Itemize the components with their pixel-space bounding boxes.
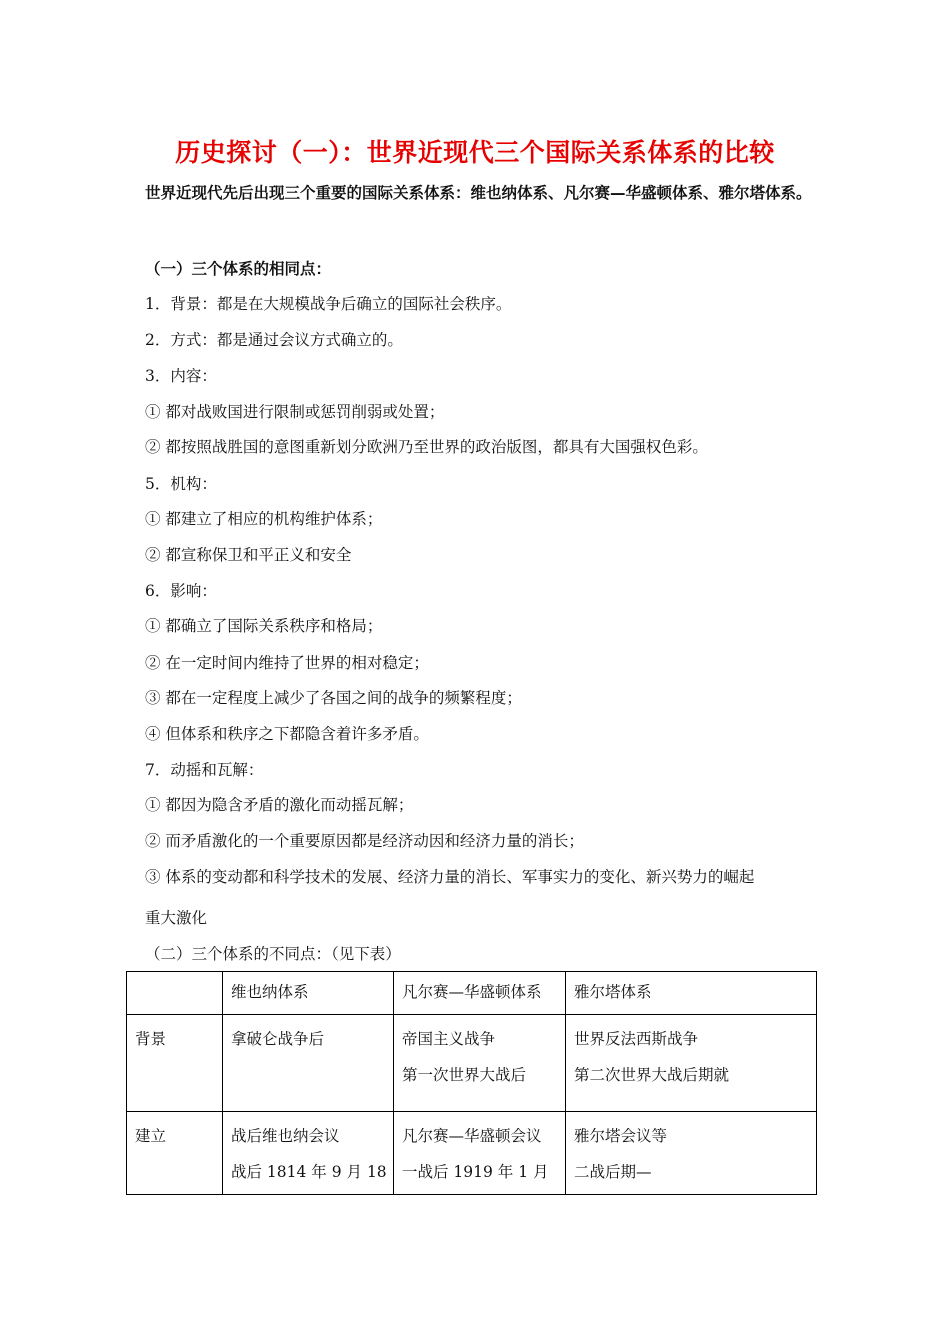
table-cell: [566, 1015, 817, 1112]
table-header-cell: [127, 972, 223, 1015]
cell-line: 帝国主义战争: [402, 1030, 496, 1048]
body-line: 7．动摇和瓦解：: [145, 761, 264, 779]
body-line: ① 都确立了国际关系秩序和格局；: [145, 617, 383, 635]
body-line: ① 都建立了相应的机构维护体系；: [145, 510, 383, 528]
table-row: [127, 1015, 817, 1112]
body-line: 2．方式：都是通过会议方式确立的。: [145, 331, 403, 349]
cell-line: 凡尔赛—华盛顿会议: [402, 1127, 542, 1145]
cell-line: 战后 1814 年 9 月 18: [231, 1163, 387, 1181]
body-line: ② 在一定时间内维持了世界的相对稳定；: [145, 654, 429, 672]
body-line: ③ 都在一定程度上减少了各国之间的战争的频繁程度；: [145, 689, 522, 707]
body-line: ③ 体系的变动都和科学技术的发展、经济力量的消长、军事实力的变化、新兴势力的崛起: [145, 868, 755, 886]
table-cell: [394, 1015, 566, 1112]
cell-line: 第一次世界大战后: [402, 1066, 527, 1084]
table-header-cell: 凡尔赛—华盛顿体系: [394, 972, 566, 1015]
body-line: ② 而矛盾激化的一个重要原因都是经济动因和经济力量的消长；: [145, 832, 584, 850]
body-line: 3．内容：: [145, 367, 217, 385]
body-line: ① 都对战败国进行限制或惩罚削弱或处置；: [145, 403, 445, 421]
body-line: ④ 但体系和秩序之下都隐含着许多矛盾。: [145, 725, 429, 743]
table-row: [127, 1112, 817, 1195]
body-line: 重大激化: [145, 909, 208, 927]
table-header-row: [127, 972, 817, 1015]
body-line: 1．背景：都是在大规模战争后确立的国际社会秩序。: [145, 295, 512, 313]
table-header-cell: 维也纳体系: [223, 972, 394, 1015]
section-heading: （一）三个体系的相同点：: [145, 260, 332, 278]
body-line: ② 都宣称保卫和平正义和安全: [145, 546, 352, 564]
table-cell: [223, 1015, 394, 1112]
cell-line: 第二次世界大战后期就: [574, 1066, 730, 1084]
table-cell: [394, 1112, 566, 1195]
body-line: ② 都按照战胜国的意图重新划分欧洲乃至世界的政治版图，都具有大国强权色彩。: [145, 438, 708, 456]
comparison-table: [126, 971, 817, 1195]
page-title: 历史探讨（一）：世界近现代三个国际关系体系的比较: [175, 138, 775, 167]
cell-line: 一战后 1919 年 1 月: [402, 1163, 549, 1181]
table-header-cell: 雅尔塔体系: [566, 972, 817, 1015]
body-line: 6．影响：: [145, 582, 217, 600]
cell-line: 二战后期—: [574, 1163, 652, 1181]
row-label: 背景: [127, 1015, 223, 1112]
row-label: 建立: [127, 1112, 223, 1195]
cell-line: 战后维也纳会议: [231, 1127, 340, 1145]
table-cell: [223, 1112, 394, 1195]
cell-line: 拿破仑战争后: [231, 1030, 325, 1048]
body-line: （二）三个体系的不同点：（见下表）: [145, 945, 401, 963]
cell-line: 世界反法西斯战争: [574, 1030, 699, 1048]
intro-paragraph: 世界近现代先后出现三个重要的国际关系体系：维也纳体系、凡尔赛—华盛顿体系、雅尔塔体系。: [145, 184, 812, 202]
body-line: ① 都因为隐含矛盾的激化而动摇瓦解；: [145, 796, 414, 814]
body-line: 5．机构：: [145, 475, 217, 493]
table-cell: [566, 1112, 817, 1195]
cell-line: 雅尔塔会议等: [574, 1127, 668, 1145]
